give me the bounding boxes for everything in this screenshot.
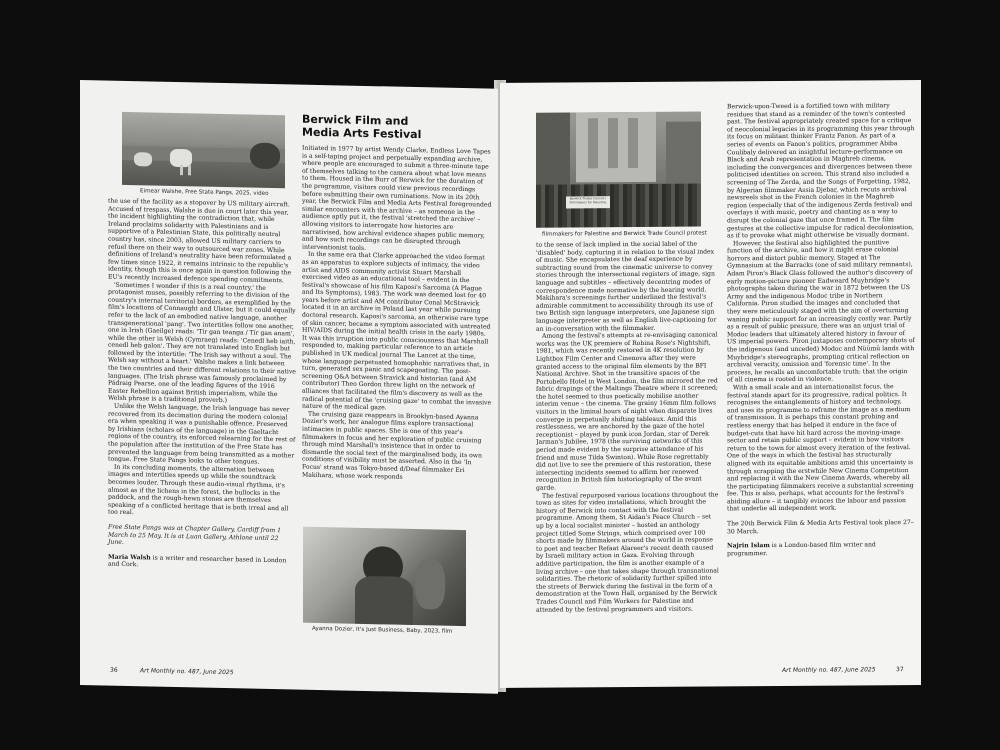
author-bio: is a writer and researcher based in London and Cork. xyxy=(108,554,287,569)
page-number: 36 xyxy=(110,666,118,674)
paragraph: With a small scale and an internationalist focus, the festival stands apart for its progressive, radical politics. It recognises the entanglements of history and technology, and uses its programme to reframe the image as a medium of transmission. It is perhaps this constant probing and restless energy that has helped it endure in the face of budget-cuts that have hit hard across the moving-image sector and retain public support – evident in how visitors return to the town for almost every iteration of the festival. One of the ways in which the festival has structurally aligned with its equitable ambitions amid this uncertainty is through scrapping the erstwhile New Cinema Competition and replacing it with the New Cinema Awards, whereby all the participating filmmakers receive a substantial screening fee. This is also, perhaps, what accounts for the festival's abiding allure – it tangibly evinces the labour and passion that underlie all independent work. xyxy=(727,383,914,513)
folio-issue: Art Monthly no. 487, June 2025 xyxy=(140,667,234,677)
paragraph: Unlike the Welsh language, the Irish language has never recovered from its decimation during the modern colonial era when speaking it was a punishable offence. Preserved by Irishians (scholars of the language) in the Gaeltacht regions of the country, its enforced relearning for the rest of the population after the institution of the Free State has prevented the language from being transmitted as a mother tongue. Free State Pangs looks to other tongues. xyxy=(108,402,296,466)
photo-caption-bottom: Ayanna Dozier, It's Just Business, Baby, 2023, film xyxy=(312,625,453,635)
right-page xyxy=(500,80,921,688)
left-page xyxy=(80,80,498,694)
paragraph: Berwick-upon-Tweed is a fortified town with military residues that stand as a reminder of the town's contested past. The festival appropriately created space for a critique of neocolonial legacies in its programming this year through its focus on militant thinker Frantz Fanon. As part of a series of events on Fanon's politics, programmer Abiba Coulibaly delivered an insightful lecture-performance on Black and Arab representation in Maghreb cinema, including the convergences and divergences between these politicised identities on screen. This strand also included a screening of The Zerda, and the Songs of Forgetting, 1982, by Algerian filmmaker Assia Djebar, which recuts archival newsreels shot in the French colonies in the Maghreb region (especially that of the indigenous Zerda festival) and overlays it with music, poetry and chanting as a way to disrupt the colonial gaze that once framed it. The film gestures at the collective impulse for radical decolonisation, as if to provoke what might otherwise be visually dormant. xyxy=(727,102,915,240)
paragraph: However, the festival also highlighted the punitive function of the archive, and how it might erase colonial horrors and distort public memory. Staged at The Gymnasium at the Barracks (one of said military remnants), Adam Piron's Black Glass followed the author's discovery of early motion-picture pioneer Eadweard Muybridge's photographs taken during the war in 1872 between the US Army and the indigenous Modoc tribe in Northern California. Piron studied the images and concluded that they were meticulously staged with the aim of overturning waning public support for an increasingly costly war. Partly as a result of public pressure, there was an unjust trial of Modoc leaders that ultimately altered history in favour of US imperial powers. Piron juxtaposes contemporary shots of the indigenous (and unceded) Modoc and Nüümü lands with Muybridge's stereographs, prompting critical reflection on archival veracity, omission and 'forensic time'. In the process, he recalls an uncomfortable truth: that the origin of all cinema is rooted in violence. xyxy=(727,238,915,384)
photo-its-just-business-baby xyxy=(303,527,466,626)
paragraph: Initiated in 1977 by artist Wendy Clarke, Endless Love Tapes is a self-taping project and perpetually expanding archive, where people are encouraged to submit a three-minute tape of themselves talking to the camera about what love means to them. Housed in the Burr of Berwick for the duration of the programme, visitors could view previous recordings before submitting their own ruminations. Now in its 20th year, the Berwick Film and Media Arts Festival foregrounded similar encounters with the archive – as someone in the audience aptly put it, the festival 'stretched the archive' – allowing visitors to interrogate how histories are narrativised, how archival evidence shapes public memory, and how such recordings can be disrupted through interventionist tools. xyxy=(302,144,492,252)
page-number: 37 xyxy=(896,666,904,674)
author-name: Maria Walsh xyxy=(108,553,151,562)
paragraph: The cruising gaze reappears in Brooklyn-based Ayanna Dozier's work, her analogue films explore transactional intimacies in public spaces. She is one of this year's filmmakers in focus and her exploration of public cruising through mind Marshall's insistence that in order to dismantle the social text of the marginalised body, its own conditions of visibility must be asserted. Also in the 'In Focus' strand was Tokyo-based d/Deaf filmmaker Eri Makihara, whose work responds xyxy=(302,410,482,481)
photo-protest xyxy=(536,112,701,228)
right-column-1 xyxy=(536,240,720,667)
paragraph: 'Sometimes I wonder if this is a real country,' the protagonist muses, possibly referring to the division of the country's internal territorial borders, as exemplified by the film's locations of Connaught and Ulster, but it could equally refer to the lack of an embodied native language, another transgenerational 'pang'. Two intertitles follow one another, one in Irish (Gaeilge) reads: 'Tír gan teanga / Tír gan anam', while the other in Welsh (Cymraeg) reads: 'Cenedl heb iaith, cenedl heb galon'. They are not translated into English but followed by the intertitle: 'The Irish say without a soul. The Welsh say without a heart.' Walshe makes a link between the two countries and their different relations to their native languages. (The Irish phrase was famously proclaimed by Pádraig Pearse, one of the leading figures of the 1916 Easter Rebellion against British imperialism, while the Welsh phrase is a traditional proverb.) xyxy=(108,281,296,405)
paragraph: The festival repurposed various locations throughout the town as sites for video installations, which brought the history of Berwick into contact with the festival programme. Among them, St Aidan's Peace Church – set up by a local socialist minister – hosted an anthology project titled Some Strings, which comprised over 100 shorts made by filmmakers around the world in response to poet and teacher Refaat Alareer's recent death caused by Israeli military action in Gaza. Evolving through additive participation, the film is another example of a living archive – one that takes shape through transnational solidarities. The rhetoric of solidarity further spilled into the streets of Berwick during the festival in the form of a demonstration at the Town Hall, organised by the Berwick Trades Council and Film Workers for Palestine and attended by the festival programmers and visitors. xyxy=(536,491,719,614)
protest-banner: Berwick Trades Council / Filmmakers for Palestine xyxy=(566,196,610,208)
article-heading: Berwick Film and Media Arts Festival xyxy=(302,112,422,142)
paragraph: Among the festival's attempts at re-envisaging canonical works was the UK premiere of Robina Rose's Nightshift, 1981, which was recently restored in 4K resolution by Lightbox Film Center and Cinenova after they were granted access to the original film elements by the BFI National Archive. Shot in the transitive spaces of the Portobello Hotel in West London, the film mirrored the red fabric drapings of the Maltings Theatre where it screened; the hotel seemed to thus poetically mobilise another interim venue – the cinema. The grainy 16mm film follows visitors in the liminal hours of night when disparate lives converge in perpetually shifting tableaux. Amid this restlessness, we are anchored by the gaze of the hotel receptionist – played by punk icon Jordan, star of Derek Jarman's Jubilee, 1978 (the surviving networks of this period made evident by the surprise attendance of his friend and muse Tilda Swinton). While Rose regrettably did not live to see the premiere of this restoration, these intersecting incidents seemed to affirm her renewed recognition in British film historiography of the avant garde. xyxy=(536,331,718,492)
exhibition-note: Free State Pangs was at Chapter Gallery, Cardiff from 1 March to 25 May. It is at Luan Gallery, Athlone until 22 June. xyxy=(108,523,282,547)
author-name: Najrin Islam xyxy=(727,542,770,550)
author-credit xyxy=(727,541,915,558)
paragraph: In its concluding moments, the alternation between images and intertitles speeds up while the soundtrack becomes louder. Through these audio-visual rhythms, it's almost as if the lichens in the forest, the bullocks in the paddock, and the rough-hewn stones are themselves speaking of a conflicted heritage that is both irreal and all too real. xyxy=(108,463,289,517)
paragraph: In the same era that Clarke approached the video format as an apparatus to explore subjects of intimacy, the video artist and AIDS community activist Stuart Marshall exercised video as an educational tool – evident in the festival's showcase of his film Kaposi's Sarcoma (A Plague and Its Symptoms), 1983. The work was deemed lost for 40 years before artist and AM contributor Conal McStravick located it in an archive in Poland last year while pursuing doctoral research. Kaposi's sarcoma, an otherwise rare type of skin cancer, became a symptom associated with untreated HIV/AIDS during the initial health crisis in the early 1980s. It was this irruption into public consciousness that Marshall responded to, making particular reference to an article published in UK medical journal The Lancet at the time, whose language perpetuated homophobic narratives that, in turn, generated sex panic and scapegoating. The post-screening Q&A between Stravick and historian (and AM contributor) Theo Gordon threw light on the network of alliances that facilitated the film's discovery as well as the radical potential of the 'cruising gaze' to combat the invasive nature of the medical gaze. xyxy=(302,251,492,412)
right-column-2 xyxy=(727,102,915,663)
photo-caption-protest: filmmakers for Palestine and Berwick Trade Council protest xyxy=(542,230,707,238)
folio-issue: Art Monthly no. 487, June 2025 xyxy=(782,666,876,674)
left-column-2 xyxy=(302,145,492,527)
author-bio: is a London-based film writer and programmer. xyxy=(727,541,876,558)
paragraph: the use of the facility as a stopover by US military aircraft. Accused of trespass, Walshe is due in court later this year, the incident highlighting the contradiction that, while Ireland proclaims solidarity with Palestinians and is supportive of a Palestinian State, this politically neutral country has, since 2003, allowed US military carriers to refuel there on their way to outsourced war zones. While definitions of Ireland's neutrality have been reformulated a few times since 1922, it remains intrinsic to the republic's identity, though this is once again in question following the EU's recently increased defence spending commitments. xyxy=(108,197,292,285)
photo-caption-top: Eimear Walshe, Free State Pangs, 2025, video xyxy=(140,188,269,197)
paragraph: to the sense of lack implied in the social label of the 'disabled' body, capturing it in relation to the visual index of music. She encapsulates the deaf experience by subtracting sound from the cinematic universe to convey stories through the intersectional registers of image, sign language and subtitles – effectively decentring modes of correspondence made normative by the hearing world. Makihara's screenings further underlined the festival's admirable commitment to accessibility through its use of two British sign language interpreters, one Japanese sign language interpreter as well as English live-captioning for an in-conversation with the filmmaker. xyxy=(536,240,717,333)
author-credit xyxy=(108,553,296,572)
photo-free-state-pangs xyxy=(122,112,285,188)
festival-note: The 20th Berwick Film & Media Arts Festival took place 27–30 March. xyxy=(727,519,914,536)
left-column-1 xyxy=(108,198,296,573)
